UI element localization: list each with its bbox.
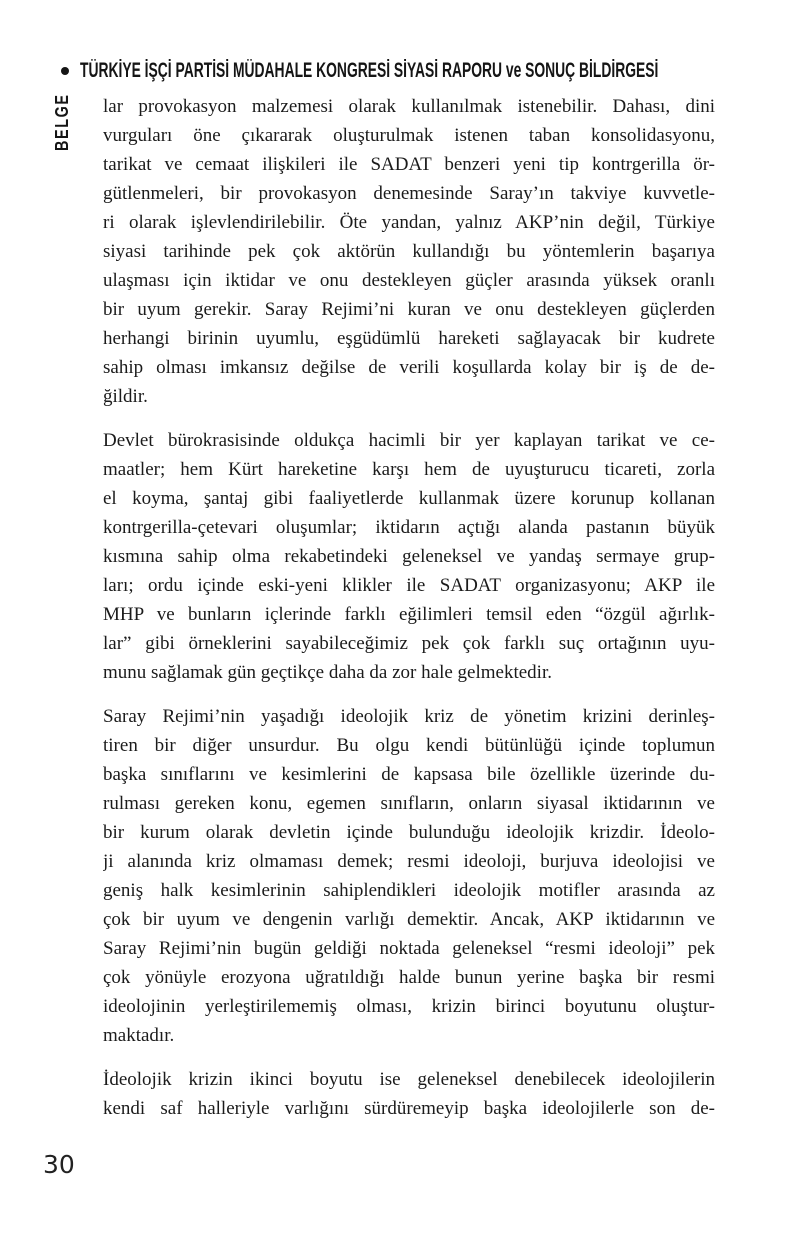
text-line: maktadır. (103, 1025, 175, 1046)
text-line: herhangi birinin uyumlu, eşgüdümlü hareketi sağlayacak bir kudrete (103, 328, 715, 349)
text-line: rulması gereken konu, egemen sınıfların, onların siyasal iktidarının ve (103, 793, 715, 814)
text-line: ideolojinin yerleştirilememiş olması, krizin birinci boyutunu oluştur- (103, 996, 715, 1017)
text-line: bir uyum gerekir. Saray Rejimi’ni kuran ve onu destekleyen güçlerden (103, 299, 715, 320)
text-line: İdeolojik krizin ikinci boyutu ise geleneksel denebilecek ideolojilerin (103, 1069, 715, 1090)
text-line: ri olarak işlevlendirilebilir. Öte yandan, yalnız AKP’nin değil, Türkiye (103, 212, 715, 233)
text-line: vurguları öne çıkararak oluşturulmak istenen taban konsolidasyonu, (103, 125, 715, 146)
text-line: bir kurum olarak devletin içinde bulunduğu ideolojik krizdir. İdeolo- (103, 822, 715, 843)
text-line: kendi saf halleriyle varlığını sürdüremeyip başka ideolojilerle son de- (103, 1098, 715, 1119)
header-title: TÜRKİYE İŞÇİ PARTİSİ MÜDAHALE KONGRESİ SİYASİ RAPORU ve SONUÇ BİLDİRGESİ (80, 59, 659, 82)
paragraph (103, 702, 715, 1050)
text-line: kontrgerilla-çetevari oluşumlar; iktidarın açtığı alanda pastanın büyük (103, 517, 715, 538)
text-line: maatler; hem Kürt hareketine karşı hem de uyuşturucu ticareti, zorla (103, 459, 715, 480)
text-line: munu sağlamak gün geçtikçe daha da zor hale gelmektedir. (103, 662, 552, 683)
text-line: ji alanında kriz olmaması demek; resmi ideoloji, burjuva ideolojisi ve (103, 851, 715, 872)
text-line: Saray Rejimi’nin bugün geldiği noktada geleneksel “resmi ideoloji” pek (103, 938, 715, 959)
paragraph (103, 92, 715, 411)
text-line: ğildir. (103, 386, 148, 407)
text-line: gütlenmeleri, bir provokasyon denemesinde Saray’ın takviye kuvvetle- (103, 183, 715, 204)
text-line: Devlet bürokrasisinde oldukça hacimli bir yer kaplayan tarikat ve ce- (103, 430, 715, 451)
text-line: kısmına sahip olma rekabetindeki geleneksel ve yandaş sermaye grup- (103, 546, 715, 567)
text-line: tarikat ve cemaat ilişkileri ile SADAT benzeri yeni tip kontrgerilla ör- (103, 154, 715, 175)
paragraph (103, 1065, 715, 1123)
running-header (80, 60, 798, 82)
text-line: tiren bir diğer unsurdur. Bu olgu kendi bütünlüğü içinde toplumun (103, 735, 715, 756)
text-line: MHP ve bunların içlerinde farklı eğilimleri temsil eden “özgül ağırlık- (103, 604, 715, 625)
text-line: çok yönüyle erozyona uğratıldığı halde bunun yerine başka bir resmi (103, 967, 715, 988)
text-line: lar provokasyon malzemesi olarak kullanılmak istenebilir. Dahası, dini (103, 96, 715, 117)
text-line: ları; ordu içinde eski-yeni klikler ile SADAT organizasyonu; AKP ile (103, 575, 715, 596)
text-line: geniş halk kesimlerinin sahiplendikleri ideolojik motifler arasında az (103, 880, 715, 901)
sidebar-label-belge: BELGE (52, 93, 72, 151)
text-line: çok bir uyum ve dengenin varlığı demektir. Ancak, AKP iktidarının ve (103, 909, 715, 930)
text-line: ulaşması için iktidar ve onu destekleyen güçler arasında yüksek oranlı (103, 270, 715, 291)
text-line: lar” gibi örneklerini sayabileceğimiz pek çok farklı suç ortağının uyu- (103, 633, 715, 654)
text-line: siyasi tarihinde pek çok aktörün kullandığı bu yöntemlerin başarıya (103, 241, 715, 262)
text-line: Saray Rejimi’nin yaşadığı ideolojik kriz de yönetim krizini derinleş- (103, 706, 715, 727)
text-line: başka sınıflarını ve kesimlerini de kapsasa bile özellikle üzerinde du- (103, 764, 715, 785)
body-text (103, 92, 715, 1123)
header-bullet-icon (61, 67, 69, 75)
text-line: sahip olması imkansız değilse de verili koşullarda kolay bir iş de de- (103, 357, 715, 378)
paragraph (103, 426, 715, 687)
page-number: 30 (43, 1150, 75, 1179)
text-line: el koyma, şantaj gibi faaliyetlerde kullanmak üzere korunup kollanan (103, 488, 715, 509)
